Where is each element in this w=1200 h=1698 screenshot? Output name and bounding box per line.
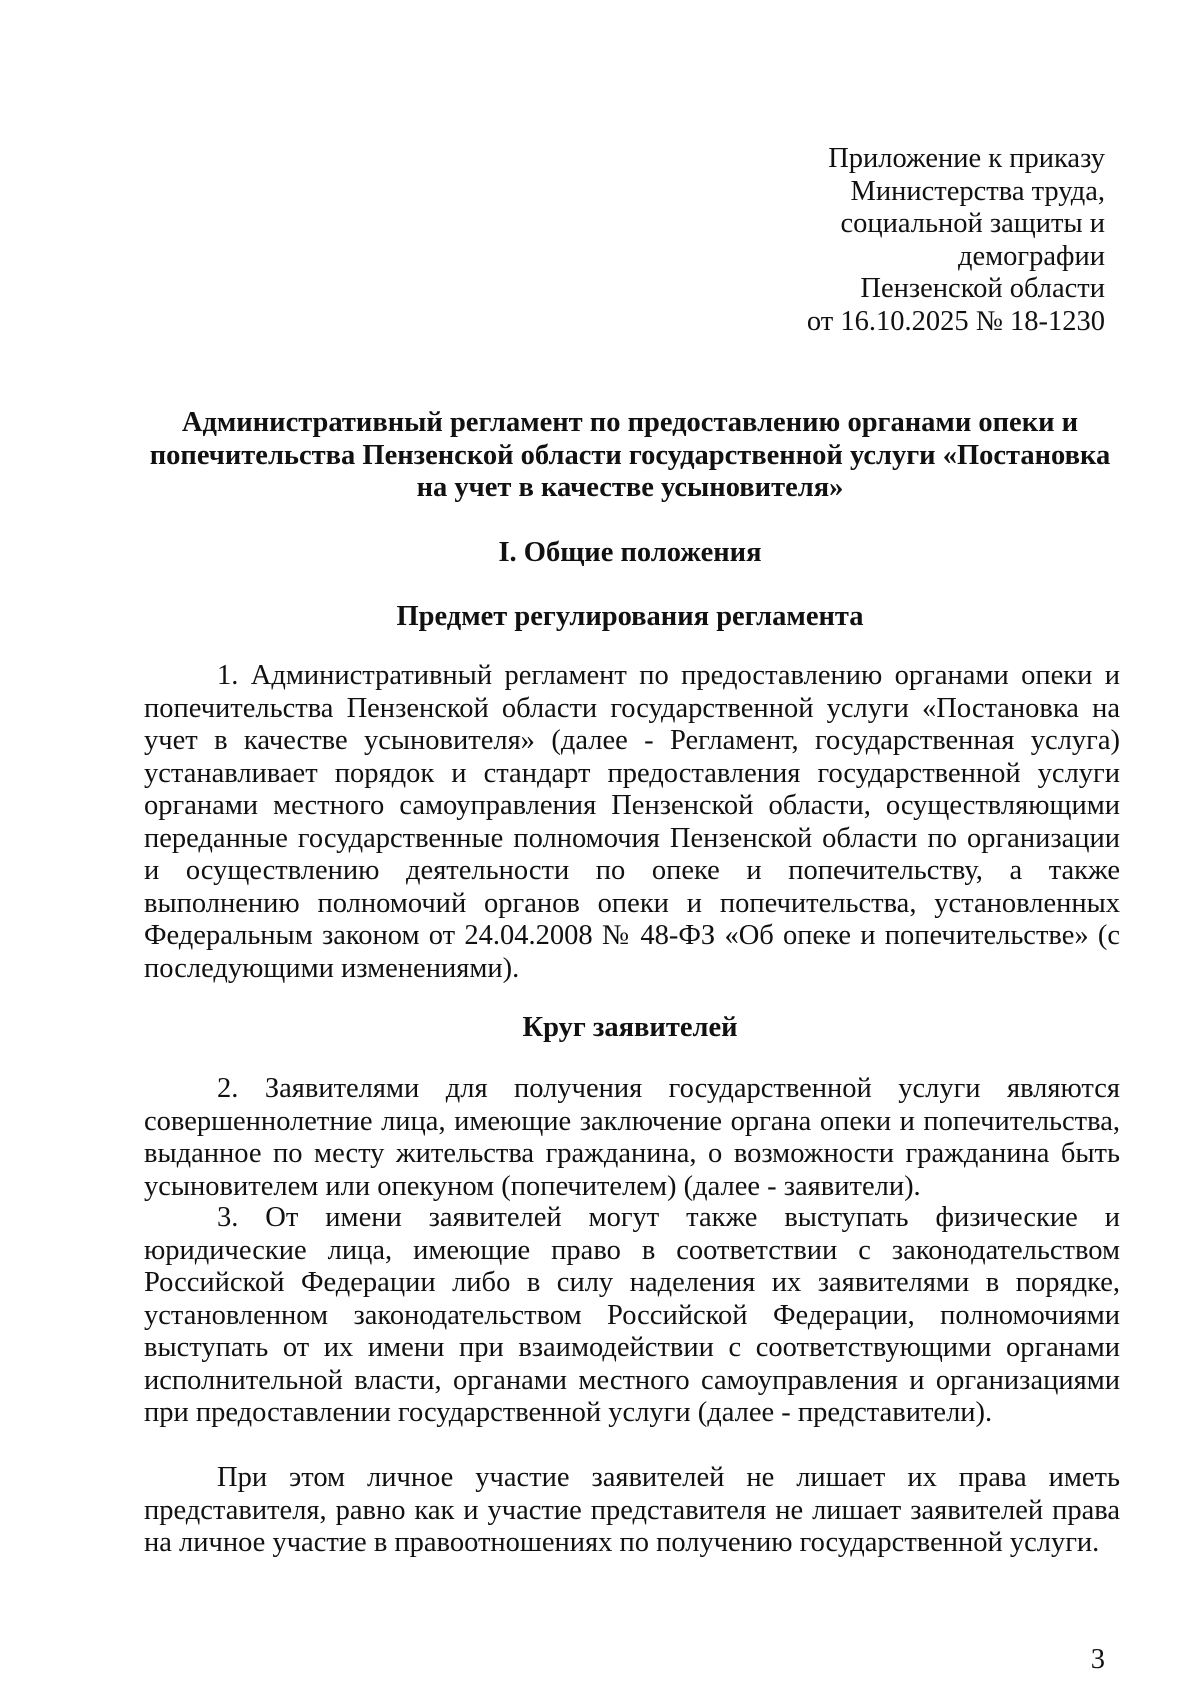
- paragraph-line: установленном законодательством Российской Федерации, полномочиями: [144, 1299, 1120, 1331]
- paragraph-line: на личное участие в правоотношениях по получению государственной услуги.: [144, 1527, 1100, 1558]
- paragraph-line: выступать от их имени при взаимодействии с соответствующими органами: [144, 1332, 1120, 1363]
- paragraph-line: усыновителем или опекуном (попечителем) (далее - заявители).: [144, 1170, 921, 1202]
- title-line: Административный регламент по предоставлению органами опеки и: [181, 407, 1079, 438]
- appendix-note: [807, 143, 1105, 338]
- paragraph-line: 2. Заявителями для получения государственной услуги являются: [217, 1073, 1120, 1104]
- paragraph-line: Федеральным законом от 24.04.2008 № 48-ФЗ «Об опеке и попечительстве» (с: [144, 920, 1120, 951]
- paragraph-1: [144, 660, 1120, 985]
- paragraph-line: устанавливает порядок и стандарт предоставления государственной услуги: [144, 757, 1120, 789]
- appendix-line: демографии: [958, 240, 1105, 272]
- document-title: [140, 407, 1120, 505]
- paragraph-line: выданное по месту жительства гражданина, о возможности гражданина быть: [144, 1138, 1120, 1169]
- title-line: на учет в качестве усыновителя»: [416, 472, 844, 503]
- paragraph-3: [144, 1202, 1120, 1430]
- paragraph-line: органами местного самоуправления Пензенской области, осуществляющими: [144, 790, 1120, 821]
- paragraph-line: Российской Федерации либо в силу наделения их заявителями в порядке,: [144, 1267, 1120, 1298]
- section-heading: I. Общие положения: [498, 537, 762, 568]
- paragraph-line: учет в качестве усыновителя» (далее - Регламент, государственная услуга): [144, 725, 1120, 756]
- appendix-line: Пензенской области: [860, 273, 1105, 304]
- paragraph-line: представителя, равно как и участие представителя не лишает заявителей права: [144, 1494, 1120, 1526]
- paragraph-line: выполнению полномочий органов опеки и попечительства, установленных: [144, 887, 1120, 919]
- paragraph-line: и осуществлению деятельности по опеке и попечительству, а также: [144, 855, 1120, 886]
- appendix-line: Приложение к приказу: [828, 143, 1105, 174]
- paragraph-line: юридические лица, имеющие право в соответствии с законодательством: [144, 1234, 1120, 1266]
- paragraph-line: при предоставлении государственной услуги (далее - представители).: [144, 1397, 993, 1428]
- paragraph-line: переданные государственные полномочия Пензенской области по организации: [144, 822, 1120, 854]
- paragraph-4: [144, 1462, 1120, 1560]
- page-number: 3: [1090, 1644, 1105, 1675]
- subsection-heading-applicants: Круг заявителей: [522, 1012, 738, 1043]
- appendix-line: от 16.10.2025 № 18-1230: [806, 305, 1105, 337]
- paragraph-line: При этом личное участие заявителей не лишает их права иметь: [217, 1462, 1120, 1493]
- paragraph-line: совершеннолетние лица, имеющие заключение органа опеки и попечительства,: [144, 1105, 1120, 1137]
- subsection-heading-subject: Предмет регулирования регламента: [396, 601, 864, 632]
- paragraph-line: исполнительной власти, органами местного самоуправления и организациями: [144, 1364, 1120, 1396]
- paragraph-line: 1. Административный регламент по предоставлению органами опеки и: [217, 660, 1120, 691]
- paragraph-line: 3. От имени заявителей могут также выступать физические и: [217, 1202, 1120, 1233]
- paragraph-2: [144, 1073, 1120, 1203]
- appendix-line: Министерства труда,: [850, 175, 1105, 207]
- title-line: попечительства Пензенской области государственной услуги «Постановка: [149, 439, 1111, 471]
- paragraph-line: попечительства Пензенской области государственной услуги «Постановка на: [144, 692, 1120, 724]
- appendix-line: социальной защиты и: [840, 208, 1105, 239]
- paragraph-line: последующими изменениями).: [144, 952, 520, 984]
